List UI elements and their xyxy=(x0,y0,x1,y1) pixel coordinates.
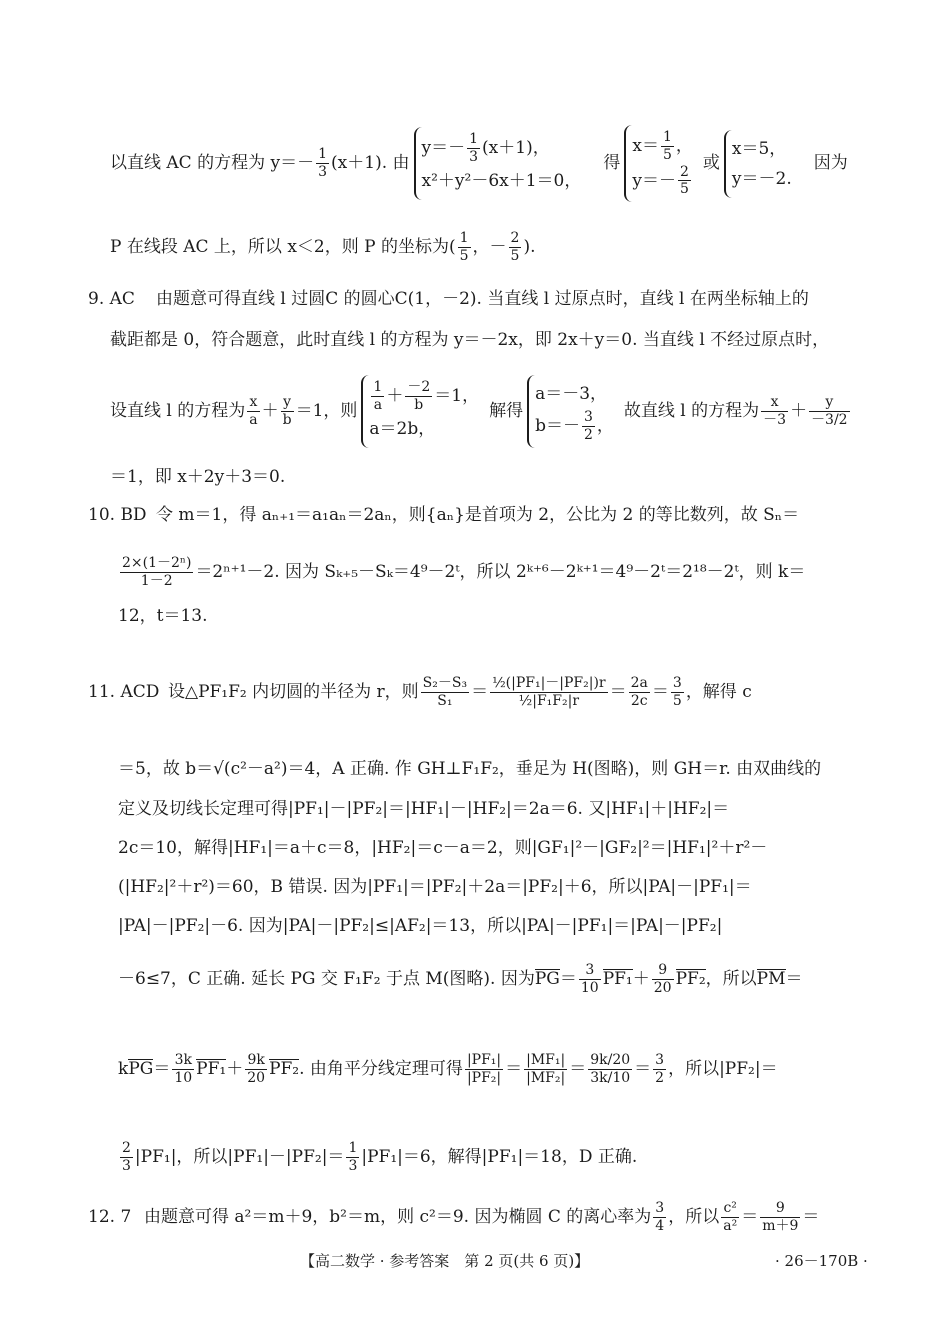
p11-line4: 2c＝10，解得|HF₁|＝a＋c＝8，|HF₂|＝c－a＝2，则|GF₁|²－|GF₂|²＝|HF₁|²＋r²－ xyxy=(118,838,768,858)
equation-system: y＝－ $\frac{1}{3}$ (x＋1)， x²＋y²－6x＋1＝0， xyxy=(414,127,588,200)
p10-line3: 12，t＝13. xyxy=(118,606,208,626)
p11-line7: －6≤7，C 正确. 延长 PG 交 F₁F₂ 于点 M(图略). 因为PG＝ $\frac{3}{10}$ PF₁＋ $\frac{9}{20}$ PF₂，所以PM＝ xyxy=(118,962,803,996)
fraction: $\frac{1}{3}$ xyxy=(318,146,328,181)
p11-line9: $\frac{2}{3}$ |PF₁|，所以|PF₁|－|PF₂|＝ $\frac{1}{3}$ |PF₁|＝6，解得|PF₁|＝18，D 正确. xyxy=(122,1140,638,1174)
p10-line1: 10. BD 令 m＝1，得 aₙ₊₁＝a₁aₙ＝2aₙ，则{aₙ}是首项为 2，公比为 2 的等比数列，故 Sₙ＝ xyxy=(88,505,800,525)
equation-system: x＝ $\frac{1}{5}$ ， y＝－ $\frac{2}{5}$ xyxy=(624,125,699,202)
p10-line2: $\frac{\text{2×(1－2ⁿ)}}{1-2}$ ＝2ⁿ⁺¹－2. 因为 Sₖ₊₅－Sₖ＝4⁹－2ᵗ，所以 2ᵏ⁺⁶－2ᵏ⁺¹＝4⁹－2ᵗ＝2¹⁸－2ᵗ，则 k＝ xyxy=(122,555,806,589)
p8-line2: P 在线段 AC 上，所以 x＜2，则 P 的坐标为( $\frac{1}{5}$ ，－ $\frac{2}{5}$ ). xyxy=(110,230,536,264)
p11-line2: ＝5，故 b＝√(c²－a²)＝4，A 正确. 作 GH⊥F₁F₂，垂足为 H(图略)，则 GH＝r. 由双曲线的 xyxy=(118,759,822,779)
p11-line3: 定义及切线长定理可得|PF₁|－|PF₂|＝|HF₁|－|HF₂|＝2a＝6. 又|HF₁|＋|HF₂|＝ xyxy=(118,799,730,819)
p9-line2: 截距都是 0，符合题意，此时直线 l 的方程为 y＝－2x，即 2x＋y＝0. 当直线 l 不经过原点时， xyxy=(110,330,830,350)
equation-system: x＝5， y＝－2. xyxy=(724,130,798,198)
equation-system: $\frac{1}{a}$ ＋ $\frac{-2}{b}$ ＝1， a＝2b， xyxy=(361,375,485,448)
p12-line1: 12. 7 由题意可得 a²＝m＋9，b²＝m，则 c²＝9. 因为椭圆 C 的离心率为 $\frac{3}{4}$ ，所以 $\frac{\text{c²}}{\text{a²}}$ ＝ $\frac{9}{m+9}$ ＝ xyxy=(88,1200,820,1234)
p11-line5: (|HF₂|²＋r²)＝60，B 错误. 因为|PF₁|＝|PF₂|＋2a＝|PF₂|＋6，所以|PA|－|PF₁|＝ xyxy=(118,877,752,897)
p9-line3: 设直线 l 的方程为 $\frac{x}{a}$ ＋ $\frac{y}{b}$ ＝1，则 $\frac{1}{a}$ ＋ $\frac{-2}{b}$ ＝1， a＝2b， 解得 a＝－3， b＝－ $\frac{3}{2}$ ， 故直线 l 的方程为 $\frac{x}{-3}$ ＋ $\frac{y}{-3/2}$ xyxy=(110,375,852,448)
p8-line1: 以直线 AC 的方程为 y＝－ $\frac{1}{3}$ (x＋1). 由 y＝－ $\frac{1}{3}$ (x＋1)， x²＋y²－6x＋1＝0， 得 x＝ $\frac{1}{5}$ ， y＝－ $\frac{2}{5}$ 或 x＝5， y＝－2. 因为 xyxy=(110,125,848,202)
p9-line1: 9. AC 由题意可得直线 l 过圆C 的圆心C(1，－2). 当直线 l 过原点时，直线 l 在两坐标轴上的 xyxy=(88,289,809,309)
equation-system: a＝－3， b＝－ $\frac{3}{2}$ ， xyxy=(527,375,620,448)
footer-title: 【高二数学 · 参考答案 第 2 页(共 6 页)】 xyxy=(300,1252,590,1270)
p11-line6: |PA|－|PF₂|－6. 因为|PA|－|PF₂|≤|AF₂|＝13，所以|PA|－|PF₁|＝|PA|－|PF₂| xyxy=(118,916,723,936)
p11-line1: 11. ACD 设△PF₁F₂ 内切圆的半径为 r，则 $\frac{\text{S₂－S₃}}{\text{S₁}}$ ＝ $\frac{\text{½(|PF₁|－|PF₂|)r}}{\text{½|F₁F₂|r}}$ ＝ $\frac{2a}{2c}$ ＝ $\frac{3}{5}$ ，解得 c xyxy=(88,675,752,709)
footer-code: · 26－170B · xyxy=(775,1252,868,1270)
p11-line8: kPG＝ $\frac{3k}{10}$ PF₁＋ $\frac{9k}{20}$ PF₂. 由角平分线定理可得 $\frac{\text{|PF₁|}}{\text{|PF₂|}}$ ＝ $\frac{\text{|MF₁|}}{\text{|MF₂|}}$ ＝ $\frac{9k/20}{3k/10}$ ＝ $\frac{3}{2}$ ，所以|PF₂|＝ xyxy=(118,1052,778,1086)
p9-line4: ＝1，即 x＋2y＋3＝0. xyxy=(110,467,286,487)
